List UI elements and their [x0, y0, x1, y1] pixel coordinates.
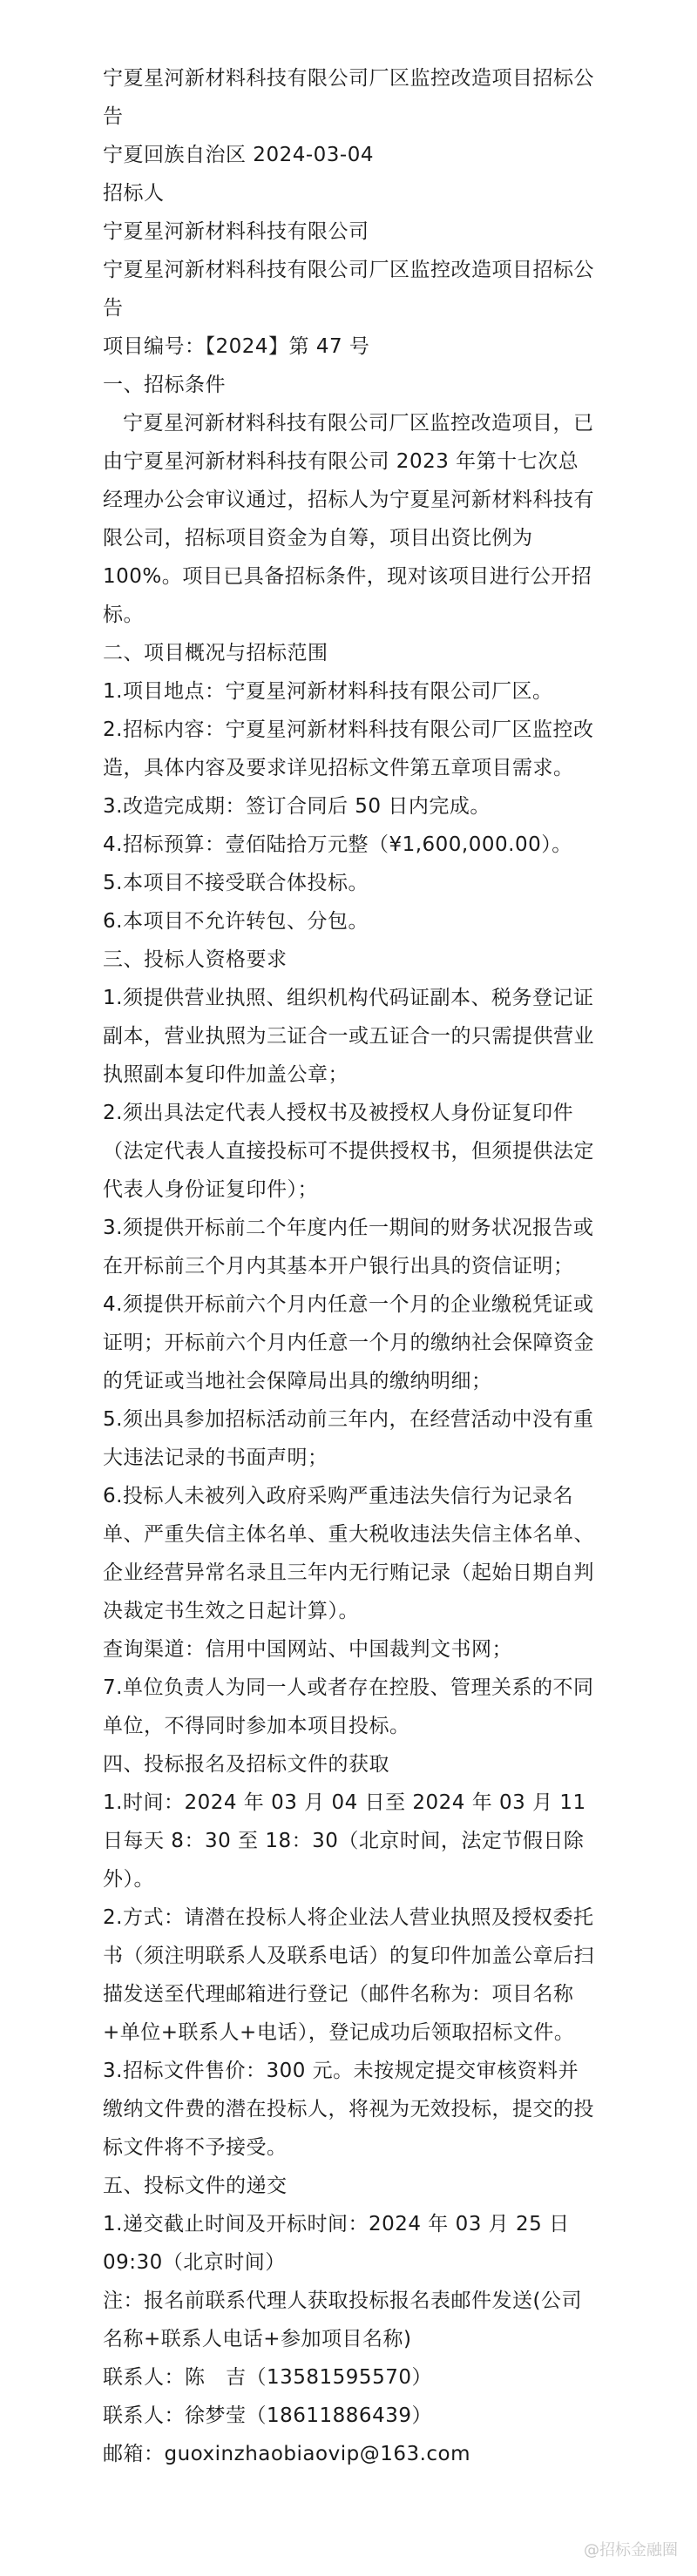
- contact-email: 邮箱：guoxinzhaobiaovip@163.com: [103, 2443, 471, 2465]
- document-price: 3.招标文件售价：300 元。未按规定提交审核资料并缴纳文件费的潜在投标人，将视为无效投标，提交的投标文件将不予接受。: [103, 2060, 594, 2159]
- tenderer-label: 招标人: [103, 182, 165, 205]
- registration-time: 1.时间：2024 年 03 月 04 日至 2024 年 03 月 11 日每天 8：30 至 18：30（北京时间，法定节假日除外）。: [103, 1791, 586, 1891]
- completion-period: 3.改造完成期：签订合同后 50 日内完成。: [103, 795, 491, 818]
- no-consortium: 5.本项目不接受联合体投标。: [103, 872, 369, 894]
- qualification-7: 7.单位负责人为同一人或者存在控股、管理关系的不同单位，不得同时参加本项目投标。: [103, 1676, 594, 1737]
- registration-note: 注：报名前联系代理人获取投标报名表邮件发送(公司名称+联系人电话+参加项目名称): [103, 2289, 582, 2350]
- tenderer-name: 宁夏星河新材料科技有限公司: [103, 220, 369, 243]
- tender-content: 2.招标内容：宁夏星河新材料科技有限公司厂区监控改造，具体内容及要求详见招标文件第五章项目需求。: [103, 718, 594, 779]
- registration-method: 2.方式：请潜在投标人将企业法人营业执照及授权委托书（须注明联系人及联系电话）的复印件加盖公章后扫描发送至代理邮箱进行登记（邮件名称为：项目名称+单位+联系人+电话），登记成功后领取招标文件。: [103, 1906, 594, 2044]
- qualification-5: 5.须出具参加招标活动前三年内，在经营活动中没有重大违法记录的书面声明；: [103, 1408, 594, 1469]
- submission-deadline: 1.递交截止时间及开标时间：2024 年 03 月 25 日 09:30（北京时间）: [103, 2213, 570, 2274]
- contact-2: 联系人：徐梦莹（18611886439）: [103, 2404, 432, 2427]
- tender-budget: 4.招标预算：壹佰陆拾万元整（¥1,600,000.00）。: [103, 833, 572, 856]
- section-heading-1: 一、招标条件: [103, 374, 226, 396]
- qualification-6: 6.投标人未被列入政府采购严重违法失信行为记录名单、严重失信主体名单、重大税收违法失信主体名单、企业经营异常名录且三年内无行贿记录（起始日期自判决裁定书生效之日起计算）。: [103, 1485, 594, 1622]
- qualification-1: 1.须提供营业执照、组织机构代码证副本、税务登记证副本，营业执照为三证合一或五证合一的只需提供营业执照副本复印件加盖公章；: [103, 987, 594, 1086]
- tender-conditions-paragraph: 宁夏星河新材料科技有限公司厂区监控改造项目，已由宁夏星河新材料科技有限公司 2023 年第十七次总经理办公会审议通过，招标人为宁夏星河新材料科技有限公司，招标项目资金为自筹，项目出资比例为 100%。项目已具备招标条件，现对该项目进行公开招标。: [103, 412, 594, 626]
- qualification-4: 4.须提供开标前六个月内任意一个月的企业缴税凭证或证明；开标前六个月内任意一个月的缴纳社会保障资金的凭证或当地社会保障局出具的缴纳明细；: [103, 1293, 594, 1393]
- announcement-body: [103, 59, 595, 2473]
- query-channels: 查询渠道：信用中国网站、中国裁判文书网；: [103, 1638, 512, 1661]
- section-heading-5: 五、投标文件的递交: [103, 2175, 288, 2197]
- region-date: 宁夏回族自治区 2024-03-04: [103, 144, 374, 166]
- contact-1: 联系人：陈 吉（13581595570）: [103, 2366, 432, 2389]
- project-number: 项目编号：【2024】第 47 号: [103, 335, 370, 358]
- watermark: @招标金融圈: [584, 2541, 678, 2559]
- qualification-3: 3.须提供开标前二个年度内任一期间的财务状况报告或在开标前三个月内其基本开户银行出具的资信证明；: [103, 1217, 594, 1278]
- section-heading-3: 三、投标人资格要求: [103, 948, 288, 971]
- no-subcontract: 6.本项目不允许转包、分包。: [103, 910, 369, 933]
- section-heading-2: 二、项目概况与招标范围: [103, 642, 328, 664]
- project-location: 1.项目地点：宁夏星河新材料科技有限公司厂区。: [103, 680, 553, 703]
- announcement-title: 宁夏星河新材料科技有限公司厂区监控改造项目招标公告: [103, 67, 594, 128]
- announcement-title-repeat: 宁夏星河新材料科技有限公司厂区监控改造项目招标公告: [103, 259, 594, 320]
- section-heading-4: 四、投标报名及招标文件的获取: [103, 1753, 389, 1776]
- qualification-2: 2.须出具法定代表人授权书及被授权人身份证复印件（法定代表人直接投标可不提供授权书，但须提供法定代表人身份证复印件）；: [103, 1102, 594, 1201]
